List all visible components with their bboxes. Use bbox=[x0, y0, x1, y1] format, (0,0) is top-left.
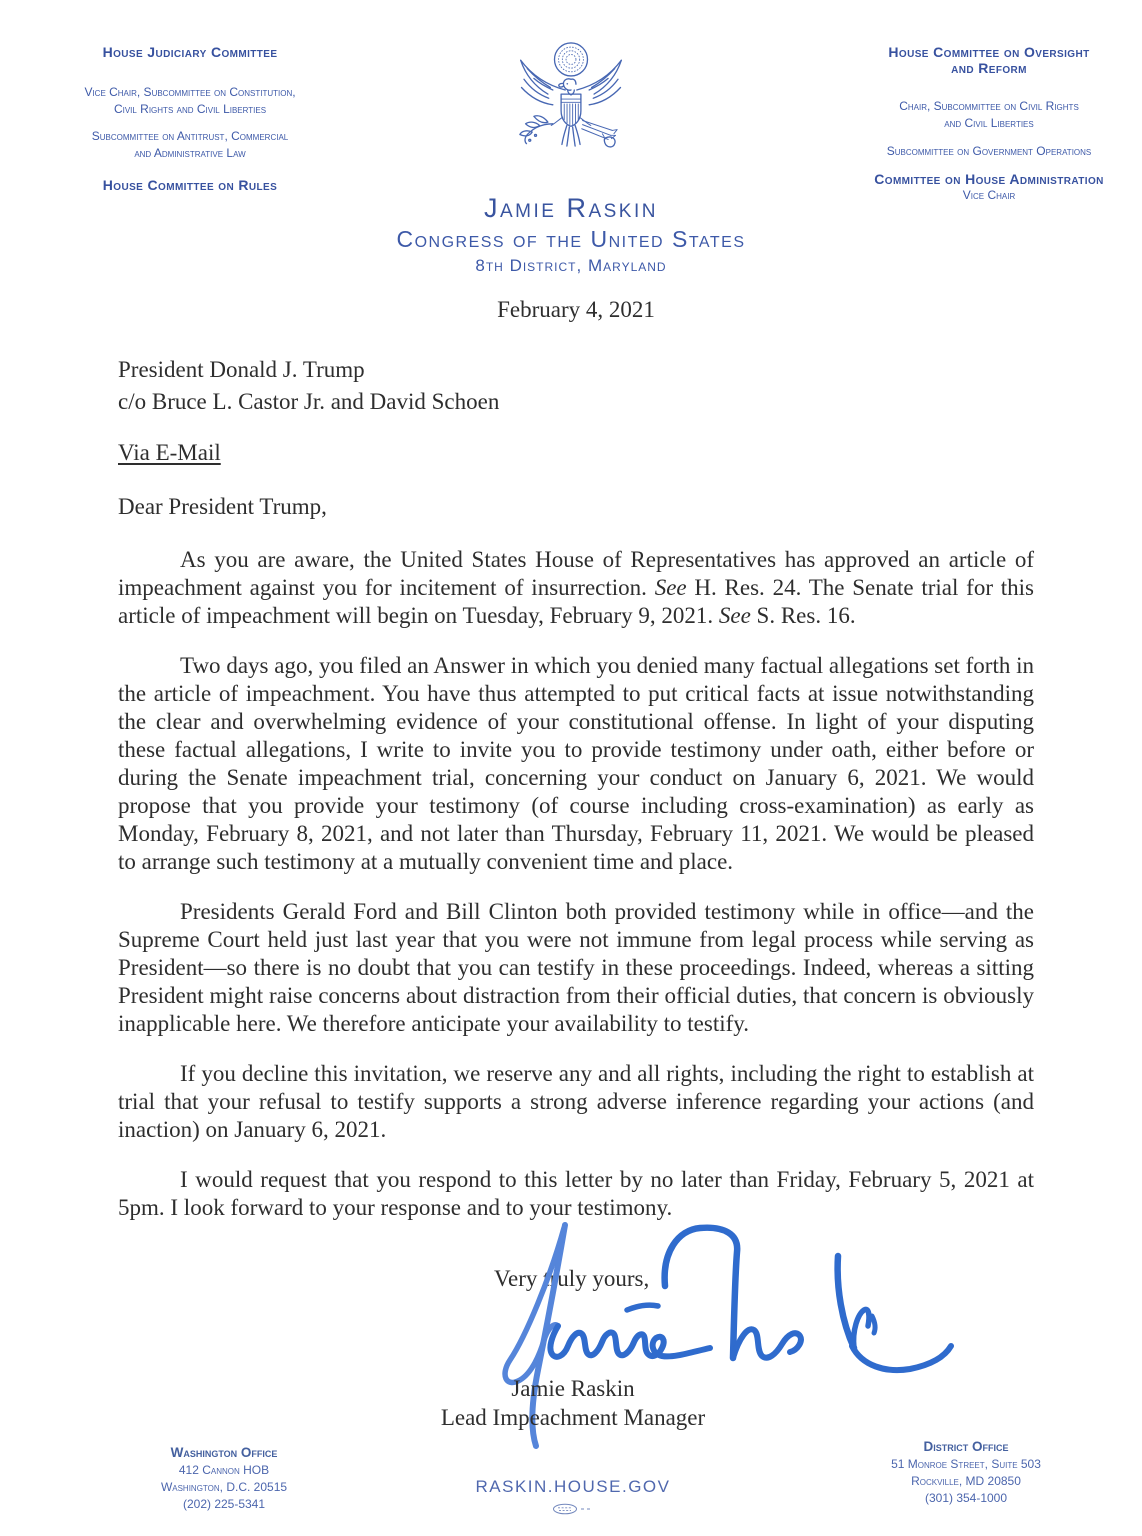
congress-title: Congress of the United States bbox=[396, 226, 746, 252]
role-line: Subcommittee on Government Operations bbox=[886, 144, 1092, 158]
paragraph: Presidents Gerald Ford and Bill Clinton both provided testimony while in office—and the Supreme Court held just last year that you were not immune from legal process while serving as President—so there is no doubt that you can testify in these proceedings. Indeed, whereas a sitting President might raise concerns about distraction from their official duties, that concern is obviously inapplicable here. We therefore anticipate your availability to testify. bbox=[118, 899, 1034, 1036]
paragraph: As you are aware, the United States House of Representatives has approved an article of impeachment against you for incitement of insurrection. See H. Res. 24. The Senate trial for this article of impeachment will begin on Tuesday, February 9, 2021. See S. Res. 16. bbox=[118, 547, 1034, 628]
district-office-block bbox=[826, 1438, 1106, 1507]
office-phone: (202) 225-5341 bbox=[182, 1497, 266, 1511]
salutation: Dear President Trump, bbox=[118, 494, 327, 519]
office-address: 51 Monroe Street, Suite 503 bbox=[891, 1457, 1041, 1471]
great-seal-eagle-icon bbox=[505, 38, 637, 175]
office-phone: (301) 354-1000 bbox=[924, 1491, 1008, 1505]
member-name: Jamie Raskin bbox=[484, 193, 658, 223]
committee-name: House Committee on Rules bbox=[102, 177, 278, 193]
letterhead-right-column bbox=[838, 44, 1140, 204]
role-line: and Administrative Law bbox=[134, 146, 246, 160]
signer-title: Lead Impeachment Manager bbox=[440, 1405, 706, 1430]
office-address: Rockville, MD 20850 bbox=[911, 1474, 1021, 1488]
role-line: Chair, Subcommittee on Civil Rights bbox=[899, 99, 1079, 113]
signature-block bbox=[430, 1374, 716, 1432]
role-line: Vice Chair, Subcommittee on Constitution, bbox=[84, 85, 296, 99]
role-line: Subcommittee on Antitrust, Commercial bbox=[91, 129, 289, 143]
recipient-line: c/o Bruce L. Castor Jr. and David Schoen bbox=[118, 389, 500, 414]
committee-name: and Reform bbox=[951, 60, 1027, 76]
office-title: Washington Office bbox=[170, 1445, 278, 1460]
union-printers-bug-icon bbox=[430, 1501, 716, 1521]
closing-phrase: Very truly yours, bbox=[494, 1266, 650, 1291]
paragraph: Two days ago, you filed an Answer in which you denied many factual allegations set forth in the article of impeachment. You have thus attempted to put critical facts at issue notwithstanding the clear and overwhelming evidence of your constitutional offense. In light of your disputing these factual allegations, I write to invite you to provide testimony under oath, either before or during the Senate impeachment trial, concerning your conduct on January 6, 2021. We would propose that you provide your testimony (of course including cross-examination) as early as Monday, February 8, 2021, and not later than Thursday, February 11, 2021. We would be pleased to arrange such testimony at a mutually convenient time and place. bbox=[118, 653, 1034, 874]
letterhead-left-column bbox=[56, 44, 324, 193]
website-url: RASKIN.HOUSE.GOV bbox=[475, 1477, 671, 1496]
signer-name: Jamie Raskin bbox=[511, 1376, 635, 1401]
district-subtitle: 8th District, Maryland bbox=[475, 256, 667, 275]
delivery-method: Via E-Mail bbox=[118, 440, 221, 465]
committee-name: Committee on House Administration bbox=[874, 171, 1104, 187]
paragraph: If you decline this invitation, we reserve any and all rights, including the right to establish at trial that your refusal to testify supports a strong adverse inference regarding your actions (and inaction) on January 6, 2021. bbox=[118, 1061, 1034, 1142]
role-line: and Civil Liberties bbox=[944, 116, 1034, 130]
paragraph: I would request that you respond to this letter by no later than Friday, February 5, 2021 at 5pm. I look forward to your response and to your testimony. bbox=[118, 1167, 1034, 1220]
office-address: Washington, D.C. 20515 bbox=[160, 1480, 288, 1494]
role-line: Vice Chair bbox=[962, 188, 1016, 202]
date-line: February 4, 2021 bbox=[497, 297, 655, 322]
letter-body bbox=[118, 296, 1034, 1222]
committee-name: House Judiciary Committee bbox=[102, 44, 278, 60]
committee-name: House Committee on Oversight bbox=[888, 44, 1090, 60]
washington-office-block bbox=[118, 1444, 330, 1513]
letterhead-center bbox=[371, 38, 771, 276]
website-block bbox=[430, 1477, 716, 1521]
office-title: District Office bbox=[923, 1439, 1009, 1454]
recipient-block bbox=[118, 354, 1034, 418]
office-address: 412 Cannon HOB bbox=[178, 1463, 270, 1477]
recipient-line: President Donald J. Trump bbox=[118, 357, 365, 382]
role-line: Civil Rights and Civil Liberties bbox=[113, 102, 267, 116]
letter-paragraphs bbox=[118, 546, 1034, 1222]
